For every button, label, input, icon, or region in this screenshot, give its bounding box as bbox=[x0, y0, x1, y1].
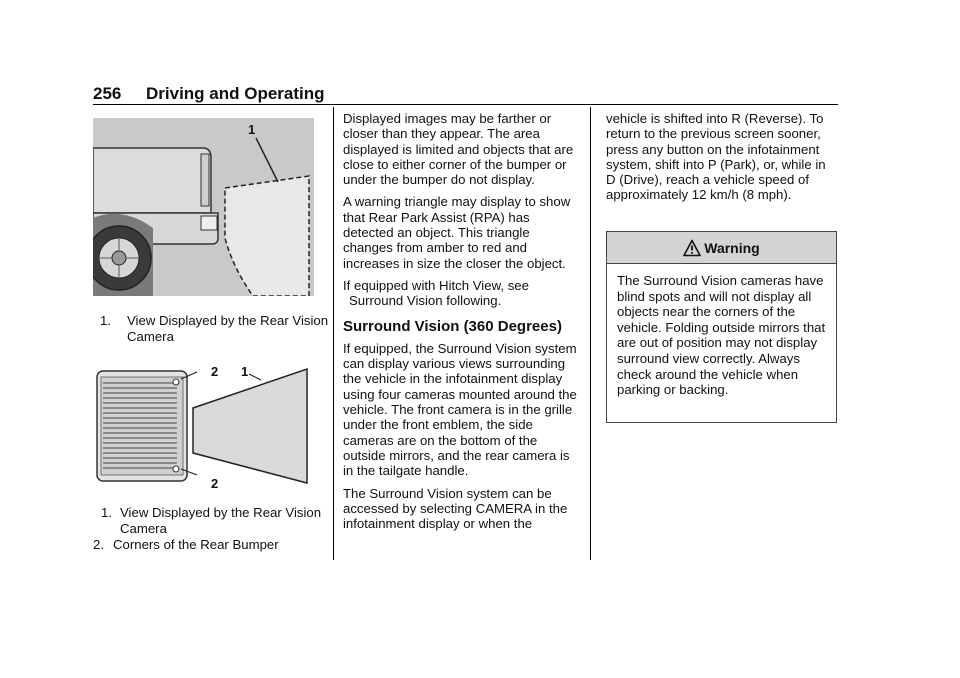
caption-number: 2. bbox=[93, 537, 104, 552]
warning-text: The Surround Vision cameras have blind spots and will not display all objects near the corners of the vehicle. Folding outside mirrors that are out of position may not display surround view correctly. Always check around the vehicle when parking or backing. bbox=[617, 273, 826, 398]
caption-item bbox=[93, 537, 333, 553]
figure2-caption bbox=[93, 505, 333, 553]
paragraph-text: If equipped with Hitch View, see bbox=[343, 277, 529, 293]
text-column-middle bbox=[343, 111, 581, 538]
cross-reference-link[interactable]: Surround Vision following. bbox=[349, 293, 502, 309]
paragraph: Displayed images may be farther or closer than they appear. The area displayed is limited and objects that are close to either corner of the bumper or under the bumper do not display. bbox=[343, 111, 574, 188]
page-header bbox=[93, 84, 838, 104]
callout-left-2: 2 bbox=[211, 364, 219, 379]
caption-number: 1. bbox=[101, 505, 112, 520]
header-rule bbox=[93, 104, 838, 105]
warning-title: Warning bbox=[704, 239, 760, 256]
paragraph: The Surround Vision system can be accessed by selecting CAMERA in the infotainment display or when the bbox=[343, 485, 568, 532]
warning-triangle-icon bbox=[683, 239, 701, 257]
rear-camera-top-view-illustration bbox=[93, 363, 314, 488]
paragraph: A warning triangle may display to show that Rear Park Assist (RPA) has detected an object. This triangle changes from amber to red and increases in size the closer the object. bbox=[343, 194, 571, 271]
column-divider-left bbox=[333, 107, 334, 560]
callout-1: 1 bbox=[248, 122, 256, 137]
callout-bottom-2: 2 bbox=[211, 476, 219, 488]
paragraph: vehicle is shifted into R (Reverse). To return to the previous screen sooner, press any button on the infotainment system, shift into P (Park), or, while in D (Drive), reach a vehicle speed of approximately 12 km/h (8 mph). bbox=[606, 111, 826, 203]
rear-camera-side-view-illustration bbox=[93, 118, 314, 296]
caption-number: 1. bbox=[100, 313, 111, 328]
caption-text: View Displayed by the Rear Vision Camera bbox=[127, 313, 329, 344]
caption-item bbox=[93, 505, 333, 536]
warning-header bbox=[607, 232, 836, 264]
caption-text: Corners of the Rear Bumper bbox=[113, 537, 279, 552]
warning-box bbox=[606, 231, 837, 423]
caption-item bbox=[100, 313, 332, 344]
paragraph bbox=[343, 278, 581, 309]
paragraph: If equipped, the Surround Vision system can display various views surrounding the vehicle in the infotainment display using four cameras mounted around the vehicle. The front camera is in the grille under the front emblem, the side cameras are on the bottom of the outside mirrors, and the rear camera is in the tailgate handle. bbox=[343, 340, 577, 479]
text-column-right bbox=[606, 111, 838, 210]
page-number: 256 bbox=[93, 84, 122, 103]
subheading: Surround Vision (360 Degrees) bbox=[343, 317, 562, 335]
figure1-caption bbox=[100, 313, 332, 344]
callout-1: 1 bbox=[241, 364, 249, 379]
section-title: Driving and Operating bbox=[146, 84, 325, 103]
caption-text: View Displayed by the Rear Vision Camera bbox=[120, 505, 322, 536]
column-divider-right bbox=[590, 107, 591, 560]
